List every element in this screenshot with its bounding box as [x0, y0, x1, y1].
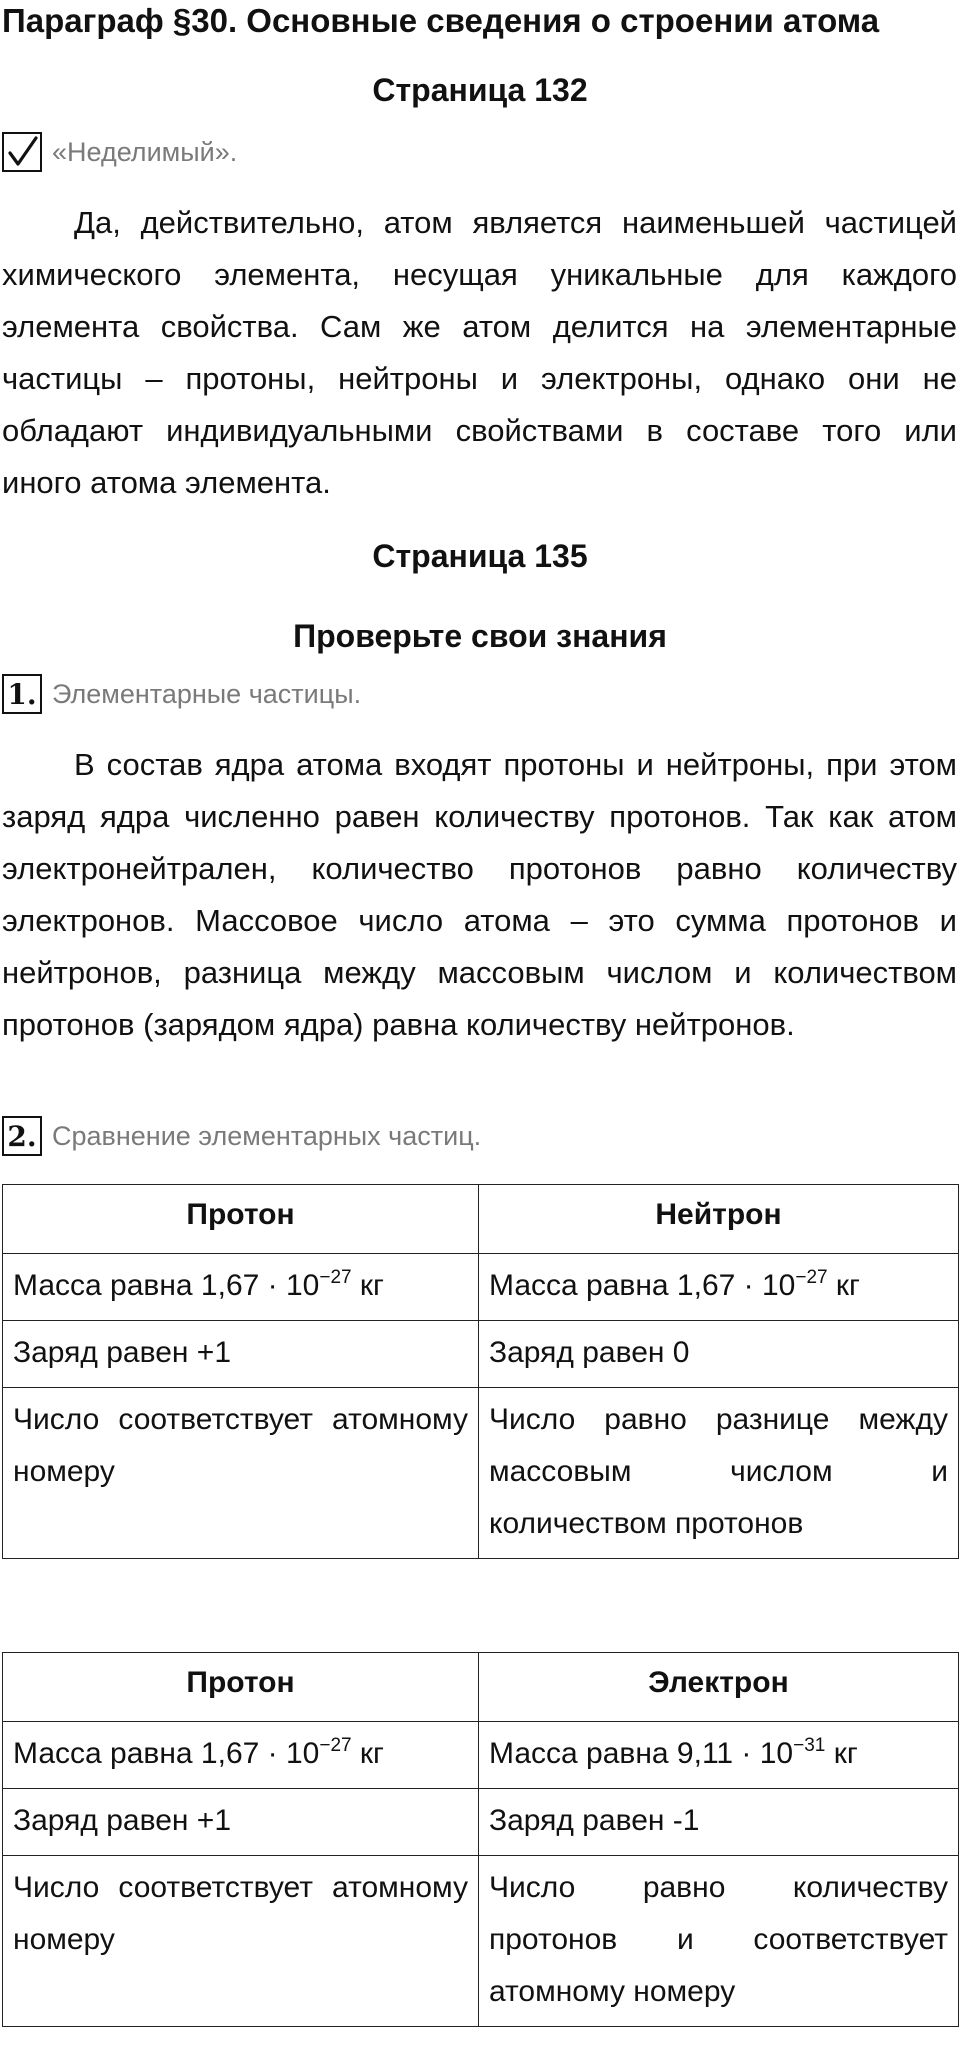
checkmark-icon	[2, 132, 42, 172]
table-row	[3, 1722, 959, 1789]
table-row	[3, 1254, 959, 1321]
question-1-title: Элементарные частицы.	[52, 678, 362, 709]
table-header-cell: Нейтрон	[479, 1185, 959, 1254]
table-header-row	[3, 1185, 959, 1254]
section-heading-page-132: Страница 132	[372, 72, 588, 108]
answer-marker-row	[2, 130, 237, 174]
question-2-title: Сравнение элементарных частиц.	[52, 1120, 482, 1151]
paragraph-question-1: В состав ядра атома входят протоны и нейтроны, при этом заряд ядра численно равен количеству протонов. Так как атом электронейтрален, количество протонов равно количеству электронов. Массовое число атома – это сумма протонов и нейтронов, разница между массовым числом и количеством протонов (зарядом ядра) равна количеству нейтронов.	[2, 747, 957, 1042]
table-cell-mass: Масса равна $9,11 \cdot 10^{-31}$ кг	[479, 1722, 959, 1789]
table-header-cell: Протон	[3, 1653, 479, 1722]
table-cell-number: Число соответствует атомному номеру	[3, 1388, 479, 1559]
table-row	[3, 1856, 959, 2027]
table-row	[3, 1388, 959, 1559]
comparison-table-proton-neutron	[2, 1184, 959, 1559]
table-header-cell: Электрон	[479, 1653, 959, 1722]
question-number-box: 1.	[2, 674, 42, 714]
subheading-check-knowledge: Проверьте свои знания	[293, 618, 667, 654]
table-cell-charge: Заряд равен 0	[479, 1321, 959, 1388]
table-cell-number: Число равно разнице между массовым числом и количеством протонов	[479, 1388, 959, 1559]
table-cell-charge: Заряд равен -1	[479, 1789, 959, 1856]
table-header-row	[3, 1653, 959, 1722]
question-2-row	[2, 1114, 481, 1158]
table-cell-charge: Заряд равен +1	[3, 1321, 479, 1388]
table-cell-charge: Заряд равен +1	[3, 1789, 479, 1856]
table-cell-number: Число равно количеству протонов и соответствует атомному номеру	[479, 1856, 959, 2027]
section-heading-page-135: Страница 135	[372, 538, 588, 574]
question-1-row	[2, 672, 361, 716]
question-number-box: 2.	[2, 1116, 42, 1156]
table-header-cell: Протон	[3, 1185, 479, 1254]
comparison-table-proton-electron	[2, 1652, 959, 2027]
table-cell-mass: Масса равна $1,67 \cdot 10^{-27}$ кг	[3, 1722, 479, 1789]
answer-marker-label: «Неделимый».	[52, 136, 238, 167]
table-cell-mass: Масса равна $1,67 \cdot 10^{-27}$ кг	[3, 1254, 479, 1321]
table-row	[3, 1789, 959, 1856]
paragraph-page-132: Да, действительно, атом является наименьшей частицей химического элемента, несущая уникальные для каждого элемента свойства. Сам же атом делится на элементарные частицы – протоны, нейтроны и электроны, однако они не обладают индивидуальными свойствами в составе того или иного атома элемента.	[2, 205, 957, 500]
page-title: Параграф §30. Основные сведения о строении атома	[2, 2, 880, 39]
table-cell-number: Число соответствует атомному номеру	[3, 1856, 479, 2027]
table-row	[3, 1321, 959, 1388]
table-cell-mass: Масса равна $1,67 \cdot 10^{-27}$ кг	[479, 1254, 959, 1321]
